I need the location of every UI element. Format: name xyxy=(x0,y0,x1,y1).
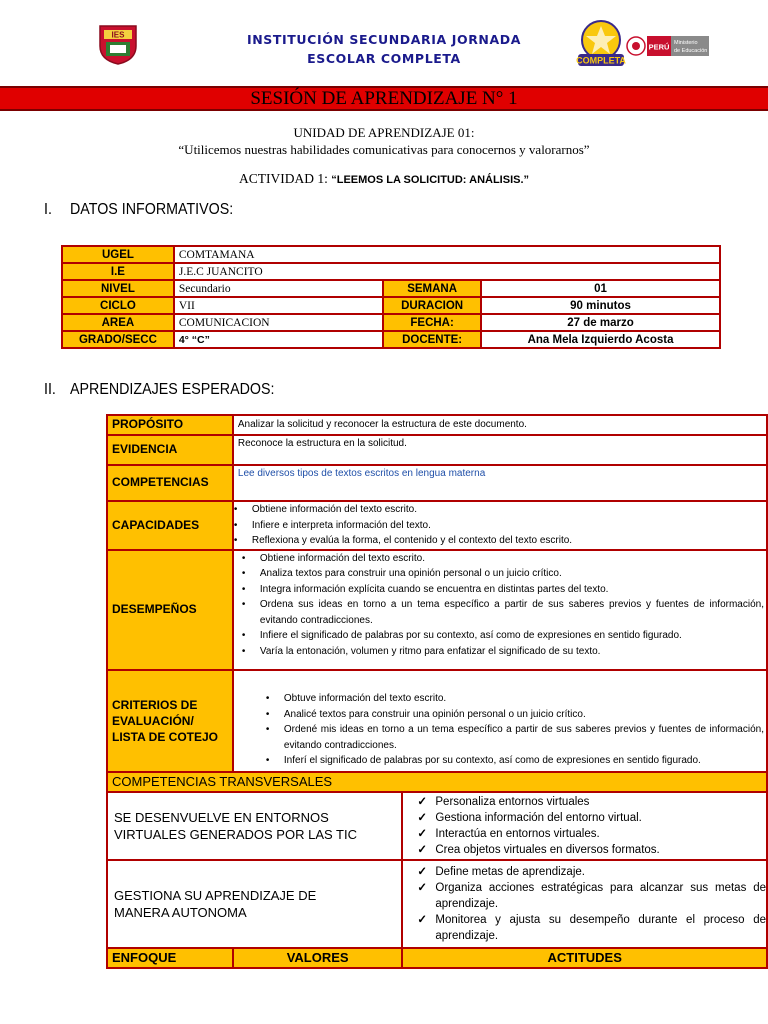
table-row xyxy=(62,297,720,314)
section1-title: DATOS INFORMATIVOS: xyxy=(70,201,234,218)
list-item: ✓ Gestiona información del entorno virtual. xyxy=(413,810,762,826)
area-value: COMUNICACION xyxy=(174,314,383,331)
unit-block xyxy=(0,124,768,158)
jec-completa-logo xyxy=(576,18,626,70)
list-item: ✓ Monitorea y ajusta su desempeño durante el proceso de aprendizaje. xyxy=(413,912,766,944)
autonomo-label: GESTIONA SU APRENDIZAJE DE MANERA AUTONOMA xyxy=(107,860,402,948)
grado-label: GRADO/SECC xyxy=(62,331,174,348)
table-row xyxy=(107,415,767,435)
actitudes-header: ACTITUDES xyxy=(402,948,767,968)
school-name-line1: INSTITUCIÓN SECUNDARIA JORNADA xyxy=(247,32,521,47)
table-row xyxy=(62,314,720,331)
ies-shield-logo xyxy=(96,22,140,66)
criterios-cell xyxy=(233,670,767,772)
list-item: • Inferí el significado de palabras por su contexto, así como de expresiones en sentido figurado. xyxy=(238,753,764,769)
school-name-line2: ESCOLAR COMPLETA xyxy=(307,51,461,66)
transversales-label: COMPETENCIAS TRANSVERSALES xyxy=(107,772,767,792)
table-row xyxy=(107,501,767,550)
criterios-label-3: LISTA DE COTEJO xyxy=(112,729,219,744)
autonomo-cell xyxy=(402,860,767,948)
learning-table xyxy=(106,414,768,969)
criterios-label-2: EVALUACIÓN/ xyxy=(112,713,194,728)
table-row xyxy=(107,948,767,968)
list-item: • Integra información explícita cuando se encuentra en distintas partes del texto. xyxy=(238,582,764,598)
info-table xyxy=(61,245,721,349)
table-row xyxy=(62,246,720,263)
capacidades-label: CAPACIDADES xyxy=(107,501,233,550)
school-name xyxy=(200,30,568,68)
table-row xyxy=(62,263,720,280)
semana-value: 01 xyxy=(481,280,720,297)
fecha-label: FECHA: xyxy=(383,314,481,331)
ugel-label: UGEL xyxy=(62,246,174,263)
section2-number: II. xyxy=(44,381,56,398)
table-row xyxy=(107,550,767,670)
evidencia-value: Reconoce la estructura en la solicitud. xyxy=(233,435,767,465)
competencias-label: COMPETENCIAS xyxy=(107,465,233,501)
list-item: • Obtiene información del texto escrito. xyxy=(234,502,762,518)
unit-title: “Utilicemos nuestras habilidades comunicativas para conocernos y valorarnos” xyxy=(178,142,590,157)
table-row xyxy=(107,670,767,772)
list-item: • Infiere e interpreta información del texto. xyxy=(234,518,762,534)
ie-value: J.E.C JUANCITO xyxy=(174,263,720,280)
list-item: • Ordené mis ideas en torno a un tema específico a partir de sus saberes previos y fuentes de información, evitando contradicciones. xyxy=(238,722,764,753)
duracion-label: DURACION xyxy=(383,297,481,314)
table-row xyxy=(107,465,767,501)
table-row xyxy=(107,860,767,948)
tic-cell xyxy=(402,792,767,860)
proposito-label: PROPÓSITO xyxy=(107,415,233,435)
peru-ministry-logo xyxy=(626,34,710,58)
list-item: ✓ Personaliza entornos virtuales xyxy=(413,794,762,810)
svg-text:de Educación: de Educación xyxy=(674,48,708,54)
list-item: • Analiza textos para construir una opinión personal o un juicio crítico. xyxy=(238,566,764,582)
session-title: SESIÓN DE APRENDIZAJE N° 1 xyxy=(250,88,518,109)
competencias-value: Lee diversos tipos de textos escritos en lengua materna xyxy=(233,465,767,501)
capacidades-cell xyxy=(233,501,767,550)
list-item: • Obtiene información del texto escrito. xyxy=(238,551,764,567)
capacidades-list xyxy=(234,502,762,549)
desempenos-list xyxy=(238,551,764,660)
list-item: ✓ Interactúa en entornos virtuales. xyxy=(413,826,762,842)
autonomo-list xyxy=(413,864,766,944)
table-row xyxy=(107,772,767,792)
table-row xyxy=(107,792,767,860)
section1-number: I. xyxy=(44,201,52,218)
fecha-value: 27 de marzo xyxy=(481,314,720,331)
section2-title: APRENDIZAJES ESPERADOS: xyxy=(70,381,275,398)
grado-value: 4° “C” xyxy=(174,331,383,348)
list-item: ✓ Organiza acciones estratégicas para alcanzar sus metas de aprendizaje. xyxy=(413,880,766,912)
list-item: • Obtuve información del texto escrito. xyxy=(238,691,764,707)
list-item: • Varía la entonación, volumen y ritmo para enfatizar el significado de su texto. xyxy=(238,644,764,660)
section1-heading xyxy=(44,201,247,219)
list-item: ✓ Crea objetos virtuales en diversos formatos. xyxy=(413,842,762,858)
desempenos-label: DESEMPEÑOS xyxy=(107,550,233,670)
valores-header: VALORES xyxy=(233,948,402,968)
tic-label: SE DESENVUELVE EN ENTORNOS VIRTUALES GENERADOS POR LAS TIC xyxy=(107,792,402,860)
docente-label: DOCENTE: xyxy=(383,331,481,348)
criterios-label-1: CRITERIOS DE xyxy=(112,697,198,712)
unit-label: UNIDAD DE APRENDIZAJE 01: xyxy=(293,125,475,140)
list-item: ✓ Define metas de aprendizaje. xyxy=(413,864,766,880)
enfoque-header: ENFOQUE xyxy=(107,948,233,968)
semana-label: SEMANA xyxy=(383,280,481,297)
nivel-value: Secundario xyxy=(174,280,383,297)
ugel-value: COMTAMANA xyxy=(174,246,720,263)
evidencia-label: EVIDENCIA xyxy=(107,435,233,465)
ciclo-label: CICLO xyxy=(62,297,174,314)
ie-label: I.E xyxy=(62,263,174,280)
activity-line xyxy=(0,171,768,187)
list-item: • Analicé textos para construir una opinión personal o un juicio crítico. xyxy=(238,707,764,723)
svg-text:Ministerio: Ministerio xyxy=(674,40,698,46)
table-row xyxy=(62,280,720,297)
section2-heading xyxy=(44,381,292,399)
tic-list xyxy=(413,794,762,858)
duracion-value: 90 minutos xyxy=(481,297,720,314)
activity-title: “LEEMOS LA SOLICITUD: ANÁLISIS.” xyxy=(331,174,530,186)
desempenos-cell xyxy=(233,550,767,670)
proposito-value: Analizar la solicitud y reconocer la estructura de este documento. xyxy=(233,415,767,435)
list-item: • Ordena sus ideas en torno a un tema específico a partir de sus saberes previos y fuentes de información, evitando contradicciones. xyxy=(238,597,764,628)
activity-label: ACTIVIDAD 1: xyxy=(238,171,332,186)
list-item: • Reflexiona y evalúa la forma, el contenido y el contexto del texto escrito. xyxy=(234,533,762,549)
ciclo-value: VII xyxy=(174,297,383,314)
criterios-list xyxy=(238,691,764,769)
nivel-label: NIVEL xyxy=(62,280,174,297)
area-label: AREA xyxy=(62,314,174,331)
svg-text:PERÚ: PERÚ xyxy=(648,42,670,52)
list-item: • Infiere el significado de palabras por su contexto, así como de expresiones en sentido figurado. xyxy=(238,628,764,644)
criterios-label xyxy=(107,670,233,772)
table-row xyxy=(107,435,767,465)
svg-text:COMPLETA: COMPLETA xyxy=(576,55,626,66)
docente-value: Ana Mela Izquierdo Acosta xyxy=(481,331,720,348)
table-row xyxy=(62,331,720,348)
svg-text:IES: IES xyxy=(111,30,125,40)
